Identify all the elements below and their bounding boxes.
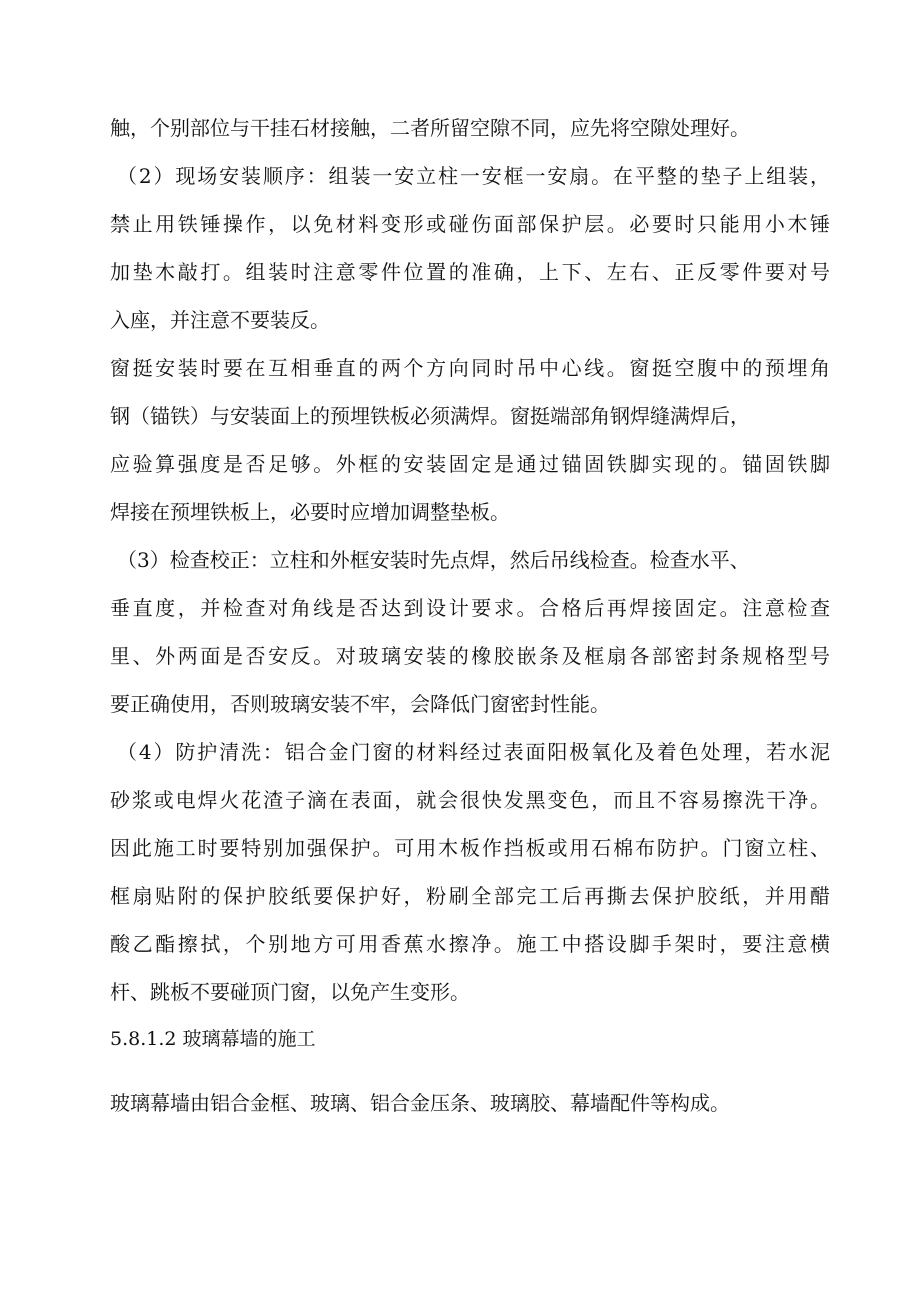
text-line: （3）检查校正：立柱和外框安装时先点焊，然后吊线检查。检查水平、 <box>117 548 750 572</box>
text-line: 钢（锚铁）与安装面上的预埋铁板必须满焊。窗挺端部角钢焊缝满焊后， <box>110 404 750 428</box>
text-line: 应验算强度是否足够。外框的安装固定是通过锚固铁脚实现的。锚固铁脚 <box>110 452 830 476</box>
text-line: 玻璃幕墙由铝合金框、玻璃、铝合金压条、玻璃胶、幕墙配件等构成。 <box>110 1091 730 1115</box>
text-line: 杆、跳板不要碰顶门窗，以免产生变形。 <box>110 980 470 1004</box>
section-heading: 5.8.1.2 玻璃幕墙的施工 <box>110 1028 316 1050</box>
text-line: 砂浆或电焊火花渣子滴在表面，就会很快发黑变色，而且不容易擦洗干净。 <box>110 788 830 812</box>
text-line: 框扇贴附的保护胶纸要保护好，粉刷全部完工后再撕去保护胶纸，并用醋 <box>110 884 830 908</box>
text-line: 要正确使用，否则玻璃安装不牢，会降低门窗密封性能。 <box>110 692 610 716</box>
text-line: 里、外两面是否安反。对玻璃安装的橡胶嵌条及框扇各部密封条规格型号 <box>110 644 830 668</box>
text-line: 焊接在预埋铁板上，必要时应增加调整垫板。 <box>110 500 510 524</box>
text-line: 触，个别部位与干挂石材接触，二者所留空隙不同，应先将空隙处理好。 <box>110 116 750 140</box>
text-line: 窗挺安装时要在互相垂直的两个方向同时吊中心线。窗挺空腹中的预埋角 <box>110 356 830 380</box>
text-line: 禁止用铁锤操作，以免材料变形或碰伤面部保护层。必要时只能用小木锤 <box>110 212 830 236</box>
text-line: 酸乙酯擦拭，个别地方可用香蕉水擦净。施工中搭设脚手架时，要注意横 <box>110 932 830 956</box>
text-line: （4）防护清洗：铝合金门窗的材料经过表面阳极氧化及着色处理，若水泥 <box>117 740 830 764</box>
text-line: 垂直度，并检查对角线是否达到设计要求。合格后再焊接固定。注意检查 <box>110 596 830 620</box>
text-line: 因此施工时要特别加强保护。可用木板作挡板或用石棉布防护。门窗立柱、 <box>110 836 830 860</box>
text-line: 入座，并注意不要装反。 <box>110 308 330 332</box>
text-line: 加垫木敲打。组装时注意零件位置的准确，上下、左右、正反零件要对号 <box>110 260 830 284</box>
text-line: （2）现场安装顺序：组装一安立柱一安框一安扇。在平整的垫子上组装， <box>117 164 830 188</box>
